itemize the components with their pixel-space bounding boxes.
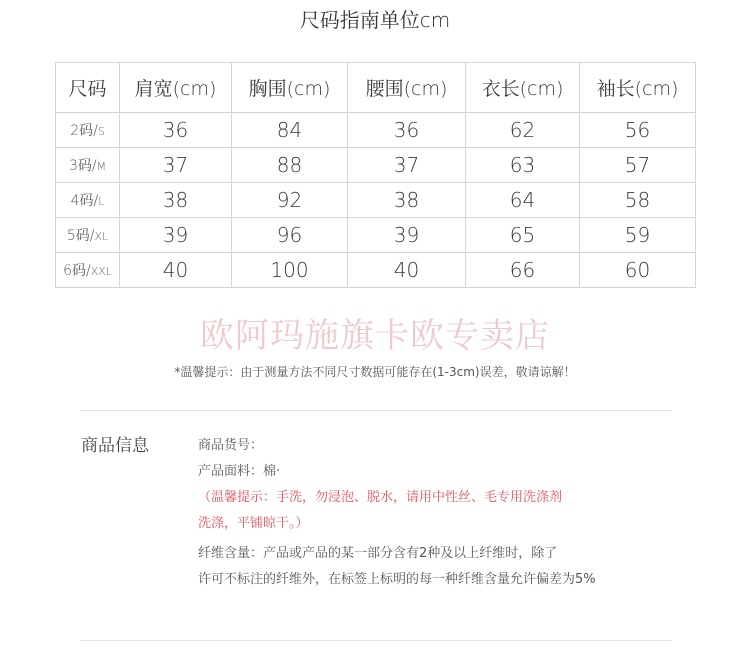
table-row xyxy=(56,148,696,183)
table-row xyxy=(56,253,696,288)
header-size: 尺码 xyxy=(56,63,120,113)
fiber-content-line-1: 纤维含量：产品或产品的某一部分含有2种及以上纤维时，除了 xyxy=(198,546,558,561)
header-shoulder: 肩宽(cm) xyxy=(120,63,232,113)
table-cell: 58 xyxy=(580,183,696,218)
product-info-details xyxy=(198,433,698,593)
table-row xyxy=(56,113,696,148)
table-cell: 100 xyxy=(232,253,348,288)
store-watermark: 欧阿玛施旗卡欧专卖店 xyxy=(200,316,550,356)
size-label: 6码/XXL xyxy=(56,253,120,288)
table-cell: 36 xyxy=(120,113,232,148)
size-label: 3码/M xyxy=(56,148,120,183)
fabric-info: 产品面料：棉· xyxy=(198,464,281,479)
table-cell: 59 xyxy=(580,218,696,253)
table-cell: 64 xyxy=(466,183,580,218)
fiber-content-line-2: 许可不标注的纤维外，在标签上标明的每一种纤维含量允许偏差为5% xyxy=(198,572,596,587)
header-waist: 腰围(cm) xyxy=(348,63,466,113)
table-cell: 38 xyxy=(120,183,232,218)
measurement-note: *温馨提示：由于测量方法不同尺寸数据可能存在(1-3cm)误差，敬请谅解！ xyxy=(174,365,576,379)
table-cell: 66 xyxy=(466,253,580,288)
table-cell: 96 xyxy=(232,218,348,253)
table-cell: 56 xyxy=(580,113,696,148)
table-header-row xyxy=(56,63,696,113)
table-cell: 40 xyxy=(120,253,232,288)
table-cell: 84 xyxy=(232,113,348,148)
table-cell: 38 xyxy=(348,183,466,218)
item-number: 商品货号： xyxy=(198,438,264,453)
table-cell: 37 xyxy=(120,148,232,183)
divider xyxy=(80,640,672,641)
table-cell: 37 xyxy=(348,148,466,183)
header-sleeve: 袖长(cm) xyxy=(580,63,696,113)
table-cell: 60 xyxy=(580,253,696,288)
table-cell: 88 xyxy=(232,148,348,183)
table-cell: 65 xyxy=(466,218,580,253)
divider xyxy=(80,410,672,411)
product-info-heading: 商品信息 xyxy=(81,436,149,456)
care-tip-line-1: （温馨提示：手洗，勿浸泡、脱水，请用中性丝、毛专用洗涤剂 xyxy=(198,490,563,505)
size-label: 5码/XL xyxy=(56,218,120,253)
table-row xyxy=(56,183,696,218)
table-cell: 62 xyxy=(466,113,580,148)
table-cell: 92 xyxy=(232,183,348,218)
table-cell: 36 xyxy=(348,113,466,148)
table-cell: 63 xyxy=(466,148,580,183)
size-label: 4码/L xyxy=(56,183,120,218)
table-cell: 39 xyxy=(348,218,466,253)
size-label: 2码/S xyxy=(56,113,120,148)
table-cell: 57 xyxy=(580,148,696,183)
size-chart-table xyxy=(55,62,696,288)
header-length: 衣长(cm) xyxy=(466,63,580,113)
table-row xyxy=(56,218,696,253)
table-cell: 39 xyxy=(120,218,232,253)
header-chest: 胸围(cm) xyxy=(232,63,348,113)
page-title: 尺码指南单位cm xyxy=(299,8,451,32)
care-tip-line-2: 洗涤，平铺晾干。） xyxy=(198,516,309,531)
table-cell: 40 xyxy=(348,253,466,288)
